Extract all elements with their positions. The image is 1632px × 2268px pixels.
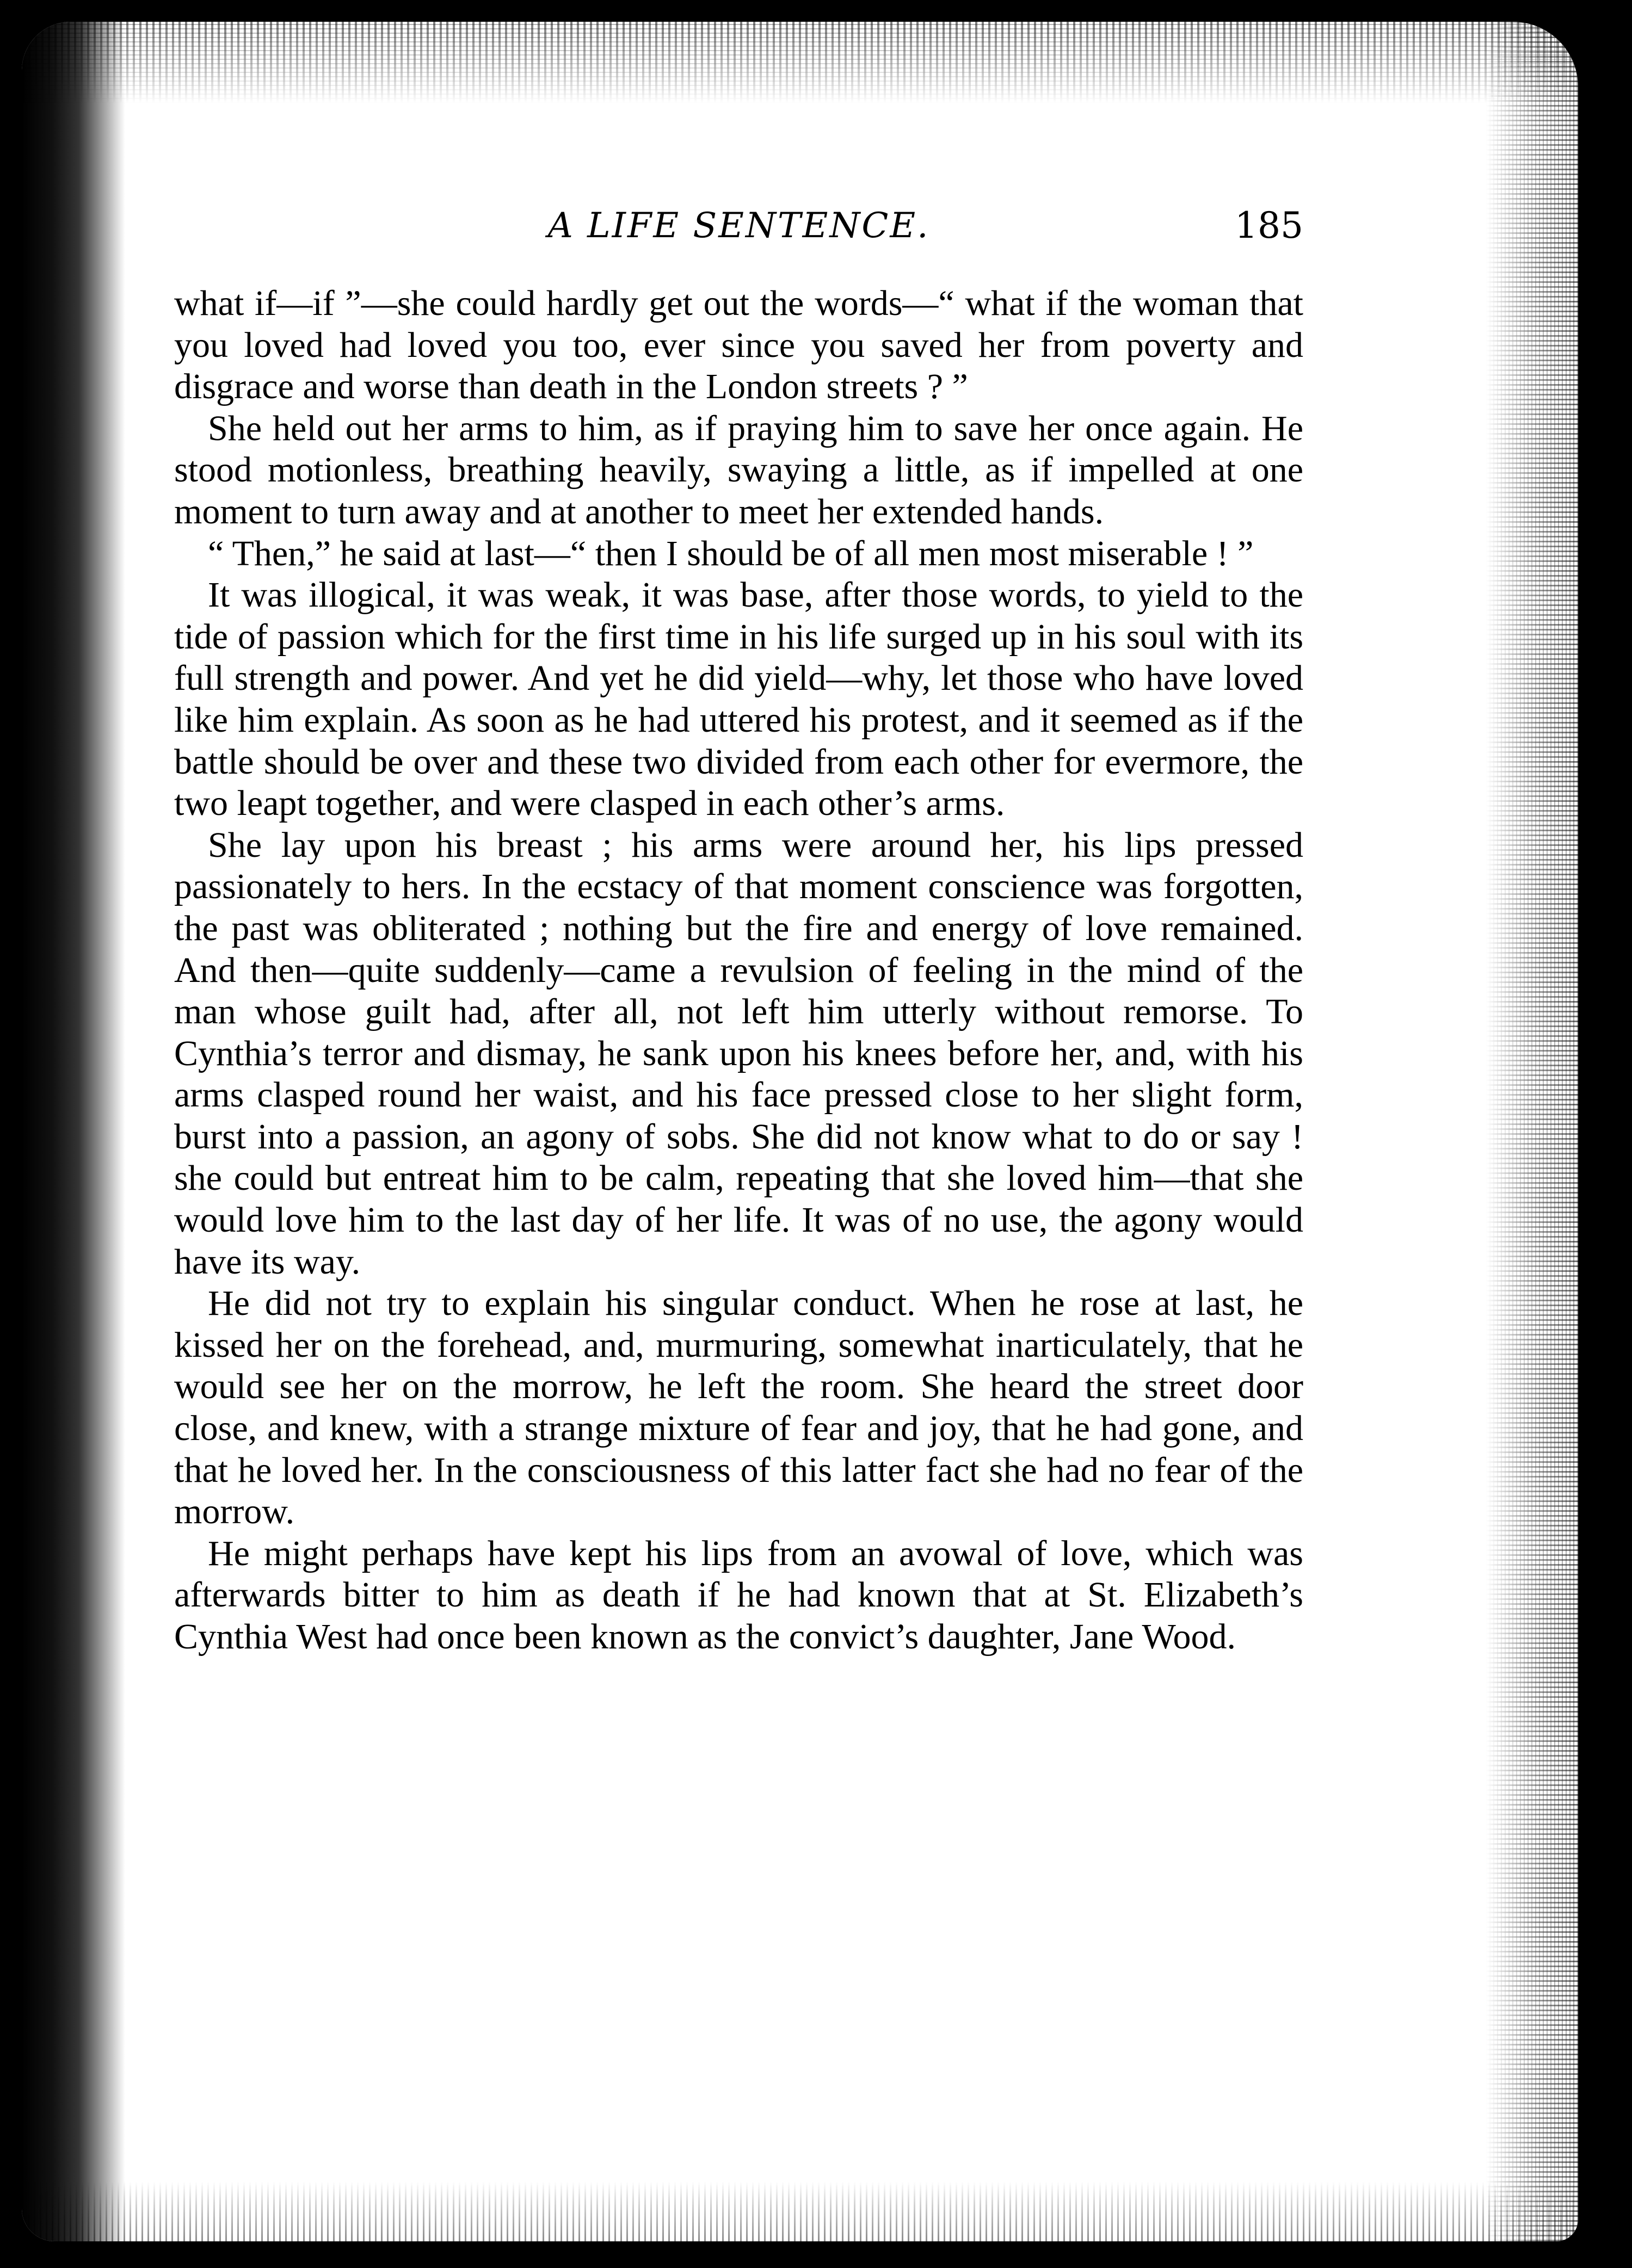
paragraph: She lay upon his breast ; his arms were around her, his lips pressed passionately to hers. In the ecstacy of that moment conscience was forgotten, the past was obliterated ; nothing but the fire and energy of love remained. And then—quite suddenly—came a revulsion of feeling in the mind of the man whose guilt had, after all, not left him utterly without remorse. To Cynthia’s terror and dismay, he sank upon his knees before her, and, with his arms clasped round her waist, and his face pressed close to her slight form, burst into a passion, an agony of sobs. She did not know what to do or say ! she could but entreat him to be calm, repeating that she loved him—that she would love him to the last day of her life. It was of no use, the agony would have its way.: [174, 825, 1303, 1282]
scan-noise-top: [22, 22, 1578, 103]
scan-noise-right: [1486, 22, 1578, 2241]
paragraph: “ Then,” he said at last—“ then I should be of all men most miserable ! ”: [208, 533, 1254, 573]
binding-shadow: [22, 22, 125, 2241]
paragraph: He did not try to explain his singular conduct. When he rose at last, he kissed her on the forehead, and, murmuring, somewhat inarticulately, that he would see her on the morrow, he left the room. She heard the street door close, and knew, with a strange mixture of fear and joy, that he had gone, and that he loved her. In the consciousness of this latter fact she had no fear of the morrow.: [174, 1283, 1303, 1532]
paragraph: He might perhaps have kept his lips from an avowal of love, which was afterwards bitter to him as death if he had known that at St. Elizabeth’s Cynthia West had once been known as the convict’s daughter, Jane Wood.: [174, 1533, 1303, 1657]
running-title: A LIFE SENTENCE.: [547, 206, 930, 246]
book-page: [22, 22, 1578, 2241]
paragraph: It was illogical, it was weak, it was base, after those words, to yield to the tide of passion which for the first time in his life surged up in his soul with its full strength and power. And yet he did yield—why, let those who have loved like him explain. As soon as he had uttered his protest, and it seemed as if the battle should be over and these two divided from each other for evermore, the two leapt together, and were clasped in each other’s arms.: [174, 575, 1303, 824]
body-text: [174, 283, 1303, 1658]
page-number: 185: [1235, 205, 1303, 246]
paragraph-continued: what if—if ”—she could hardly get out the words—“ what if the woman that you loved had loved you too, ever since you saved her from poverty and disgrace and worse than death in the London streets ? ”: [174, 283, 1303, 407]
paragraph: She held out her arms to him, as if praying him to save her once again. He stood motionless, breathing heavily, swaying a little, as if impelled at one moment to turn away and at another to meet her extended hands.: [174, 408, 1303, 532]
page-header: [174, 201, 1303, 250]
scan-noise-bottom: [22, 2182, 1578, 2241]
